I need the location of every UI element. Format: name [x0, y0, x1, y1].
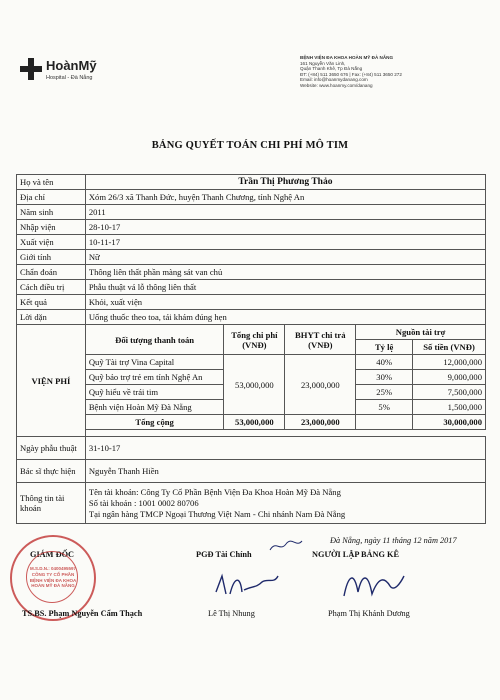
payer-name: Quỹ hiểu về trái tim — [85, 385, 224, 400]
maker-signature — [338, 566, 408, 604]
ratio-value: 5% — [356, 400, 413, 415]
sum-label: Tổng cộng — [85, 415, 224, 430]
name-label: Họ và tên — [17, 175, 86, 190]
sum-ratio-empty — [356, 415, 413, 430]
cross-icon — [20, 58, 42, 80]
sum-total: 53,000,000 — [224, 415, 285, 430]
address-label: Địa chỉ — [17, 190, 86, 205]
table-row — [17, 220, 486, 235]
total-cost-value: 53,000,000 — [224, 355, 285, 415]
hospital-info — [300, 55, 490, 89]
hospital-website: Website: www.hoanmy.com/danang — [300, 82, 373, 88]
spacer-row — [17, 430, 486, 437]
ratio-value: 25% — [356, 385, 413, 400]
advice-label: Lời dặn — [17, 310, 86, 325]
table-row — [17, 460, 486, 483]
account-number: Số tài khoản : 1001 0002 80706 — [88, 497, 199, 508]
maker-title: NGƯỜI LẬP BẢNG KÊ — [312, 550, 400, 559]
finance-initial-signature — [268, 538, 304, 554]
payer-name: Quỹ bảo trợ trẻ em tỉnh Nghệ An — [85, 370, 224, 385]
amount-value: 7,500,000 — [413, 385, 486, 400]
amount-header: Số tiền (VNĐ) — [413, 340, 486, 355]
patient-diagnosis: Thông liên thất phần màng sát van chủ — [85, 265, 485, 280]
ratio-value: 40% — [356, 355, 413, 370]
doctor-label: Bác sĩ thực hiện — [17, 460, 86, 483]
patient-admit: 28-10-17 — [85, 220, 485, 235]
doctor-name: Nguyễn Thanh Hiền — [85, 460, 485, 483]
sum-bhyt: 23,000,000 — [285, 415, 356, 430]
account-label: Thông tin tài khoản — [17, 483, 86, 524]
sum-amount: 30,000,000 — [413, 415, 486, 430]
account-name: Tên tài khoản: Công Ty Cổ Phần Bệnh Viện Đa Khoa Hoàn Mỹ Đà Nẵng — [88, 486, 341, 497]
table-row — [17, 265, 486, 280]
hospital-logo — [20, 56, 140, 86]
maker-name: Phạm Thị Khánh Dương — [328, 609, 410, 618]
payer-header: Đối tượng thanh toán — [85, 325, 224, 355]
discharge-label: Xuất viện — [17, 235, 86, 250]
fees-header-row — [17, 325, 486, 340]
birth-label: Năm sinh — [17, 205, 86, 220]
patient-address: Xóm 26/3 xã Thanh Đức, huyện Thanh Chương, tỉnh Nghệ An — [85, 190, 485, 205]
settlement-table — [16, 174, 486, 524]
signing-date: Đà Nẵng, ngày 11 tháng 12 năm 2017 — [330, 536, 457, 545]
table-row — [17, 205, 486, 220]
logo-subtitle: Hospital - Đà Nẵng — [46, 75, 93, 81]
hospital-phone: ĐT: (+84) 511 3650 676 | Fax: (+84) 511 3650 272 — [300, 71, 402, 77]
patient-advice: Uống thuốc theo toa, tái khám đúng hẹn — [85, 310, 485, 325]
table-row — [17, 190, 486, 205]
surgery-date-label: Ngày phẫu thuật — [17, 437, 86, 460]
account-info — [85, 483, 485, 524]
stamp-text: CÔNG TY CỔ PHẦN BỆNH VIỆN ĐA KHOA HOÀN MỸ ĐÀ NẴNG — [29, 572, 77, 588]
patient-treatment: Phẫu thuật vá lỗ thông liên thất — [85, 280, 485, 295]
patient-birth: 2011 — [85, 205, 485, 220]
ratio-value: 30% — [356, 370, 413, 385]
payer-name: Quỹ Tài trợ Vina Capital — [85, 355, 224, 370]
table-row — [17, 250, 486, 265]
admit-label: Nhập viện — [17, 220, 86, 235]
amount-value: 1,500,000 — [413, 400, 486, 415]
table-row — [17, 310, 486, 325]
diagnosis-label: Chẩn đoán — [17, 265, 86, 280]
amount-value: 12,000,000 — [413, 355, 486, 370]
table-row — [17, 483, 486, 524]
table-row — [17, 175, 486, 190]
amount-value: 9,000,000 — [413, 370, 486, 385]
result-label: Kết quả — [17, 295, 86, 310]
payer-name: Bệnh viện Hoàn Mỹ Đà Nẵng — [85, 400, 224, 415]
surgery-date: 31-10-17 — [85, 437, 485, 460]
stamp-code: M.S.D.N.: 0400495597 — [29, 566, 77, 571]
hospital-name: BỆNH VIỆN ĐA KHOA HOÀN MỸ ĐÀ NẴNG — [300, 55, 394, 60]
account-bank: Tại ngân hàng TMCP Ngoại Thương Việt Nam - Chi nhánh Nam Đà Nẵng — [88, 508, 346, 519]
hospital-email: Email: info@hoanmydanang.com — [300, 77, 368, 83]
table-row — [17, 355, 486, 370]
bhyt-header: BHYT chi trả (VNĐ) — [285, 325, 356, 355]
table-row — [17, 437, 486, 460]
gender-label: Giới tính — [17, 250, 86, 265]
finance-title: PGĐ Tài Chính — [196, 550, 252, 559]
director-name: TS.BS. Phạm Nguyễn Cẩm Thạch — [22, 609, 143, 618]
ratio-header: Tỷ lệ — [356, 340, 413, 355]
patient-gender: Nữ — [85, 250, 485, 265]
patient-discharge: 10-11-17 — [85, 235, 485, 250]
total-cost-header: Tổng chi phí (VNĐ) — [224, 325, 285, 355]
patient-result: Khỏi, xuất viện — [85, 295, 485, 310]
director-title: GIÁM ĐỐC — [30, 550, 75, 559]
bhyt-value: 23,000,000 — [285, 355, 356, 415]
finance-signature — [212, 568, 282, 602]
patient-name: Trần Thị Phương Thảo — [85, 175, 485, 190]
fees-section-label: VIỆN PHÍ — [17, 325, 86, 437]
table-row — [17, 235, 486, 250]
logo-name: HoànMỹ — [46, 58, 97, 73]
fees-total-row — [17, 415, 486, 430]
finance-name: Lê Thị Nhung — [208, 609, 255, 618]
treatment-label: Cách điều trị — [17, 280, 86, 295]
hospital-address-1: 161 Nguyễn Văn Linh, — [300, 60, 346, 66]
funding-header: Nguồn tài trợ — [356, 325, 486, 340]
hospital-address-2: Quận Thanh Khê, Tp Đà Nẵng — [300, 66, 363, 72]
table-row — [17, 295, 486, 310]
document-title: BẢNG QUYẾT TOÁN CHI PHÍ MÔ TIM — [151, 140, 349, 151]
table-row — [17, 280, 486, 295]
